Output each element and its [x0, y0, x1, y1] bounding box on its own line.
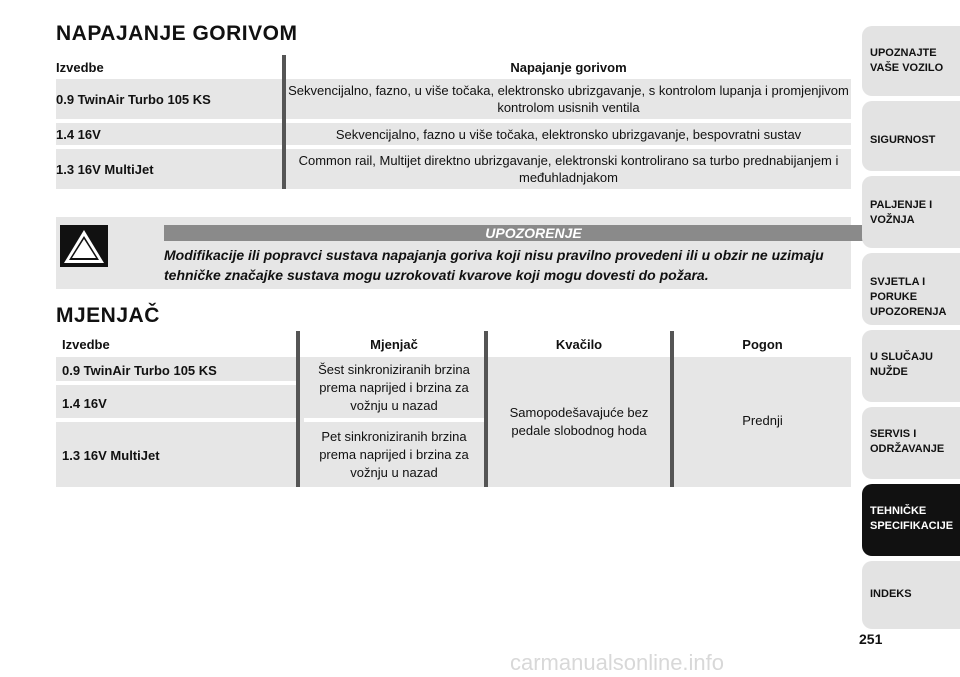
tab-label: SPECIFIKACIJE [870, 520, 954, 532]
trans-header-drive: Pogon [742, 337, 783, 352]
tab-servis-i-odrzavanje[interactable] [862, 407, 960, 479]
tab-label: ODRŽAVANJE [870, 443, 945, 455]
page-number: 251 [859, 631, 883, 647]
transmission-section-title: MJENJAČ [56, 304, 160, 327]
trans-gearbox-six: Šest sinkroniziranih brzina prema naprijed i brzina za vožnju u nazad [318, 362, 470, 413]
fuel-row-version: 1.3 16V MultiJet [56, 161, 154, 177]
tab-label: UPOZORENJA [870, 306, 947, 318]
tab-label: UPOZNAJTE [870, 47, 937, 59]
warning-triangle-icon [60, 225, 108, 267]
tab-svjetla-i-poruke-upozorenja[interactable] [862, 253, 960, 325]
trans-version: 0.9 TwinAir Turbo 105 KS [62, 363, 217, 378]
trans-version: 1.4 16V [62, 396, 107, 411]
warning-text: Modifikacije ili popravci sustava napajanja goriva koji nisu pravilno provedeni ili u obzir ne uzimaju tehničke značajke sustava mogu uzrokovati kvarove koji mogu dovesti do požara. [164, 247, 824, 283]
warning-title: UPOZORENJE [164, 225, 903, 241]
fuel-header-versions: Izvedbe [56, 59, 104, 75]
fuel-row-supply: Sekvencijalno, fazno u više točaka, elektronsko ubrizgavanje, bespovratni sustav [335, 126, 802, 142]
tab-label: NUŽDE [870, 366, 908, 378]
trans-version: 1.3 16V MultiJet [62, 448, 160, 463]
tab-label: TEHNIČKE [870, 505, 927, 517]
fuel-row-version: 0.9 TwinAir Turbo 105 KS [56, 91, 211, 107]
fuel-header-supply: Napajanje gorivom [510, 59, 627, 75]
watermark: carmanualsonline.info [510, 650, 725, 675]
warning-box [56, 217, 851, 289]
trans-header-versions: Izvedbe [62, 337, 110, 352]
tab-label: VAŠE VOZILO [870, 62, 944, 74]
tab-label: INDEKS [870, 588, 912, 600]
trans-clutch: Samopodešavajuće bez pedale slobodnog hoda [509, 405, 649, 438]
tab-label: SIGURNOST [870, 134, 936, 146]
tab-label: VOŽNJA [870, 214, 915, 226]
tab-label: SVJETLA I PORUKE [870, 276, 926, 303]
trans-gearbox-five: Pet sinkroniziranih brzina prema naprijed i brzina za vožnju u nazad [319, 429, 469, 480]
tab-label: SERVIS I [870, 428, 917, 440]
tab-sigurnost[interactable] [862, 101, 960, 171]
trans-drive: Prednji [742, 413, 783, 428]
tab-tehnicke-specifikacije[interactable] [862, 484, 960, 556]
trans-header-clutch: Kvačilo [555, 337, 603, 352]
fuel-row-supply: Common rail, Multijet direktno ubrizgavanje, elektronski kontrolirano sa turbo prednabijanjem i međuhladnjakom [298, 153, 839, 185]
tab-indeks[interactable] [862, 561, 960, 629]
tab-label: PALJENJE I [870, 199, 933, 211]
trans-header-gearbox: Mjenjač [370, 337, 418, 352]
fuel-table [56, 55, 851, 189]
fuel-row-supply: Sekvencijalno, fazno, u više točaka, elektronsko ubrizgavanje, s kontrolom lupanja i promjenjivom kontrolom usisnih ventila [288, 83, 849, 115]
tab-upoznajte-vase-vozilo[interactable] [862, 26, 960, 96]
tab-label: U SLUČAJU [870, 351, 933, 363]
tab-paljenje-i-voznja[interactable] [862, 176, 960, 248]
transmission-table [56, 331, 851, 491]
tab-u-slucaju-nuzde[interactable] [862, 330, 960, 402]
fuel-section-title: NAPAJANJE GORIVOM [56, 22, 298, 45]
fuel-row-version: 1.4 16V [56, 126, 101, 142]
